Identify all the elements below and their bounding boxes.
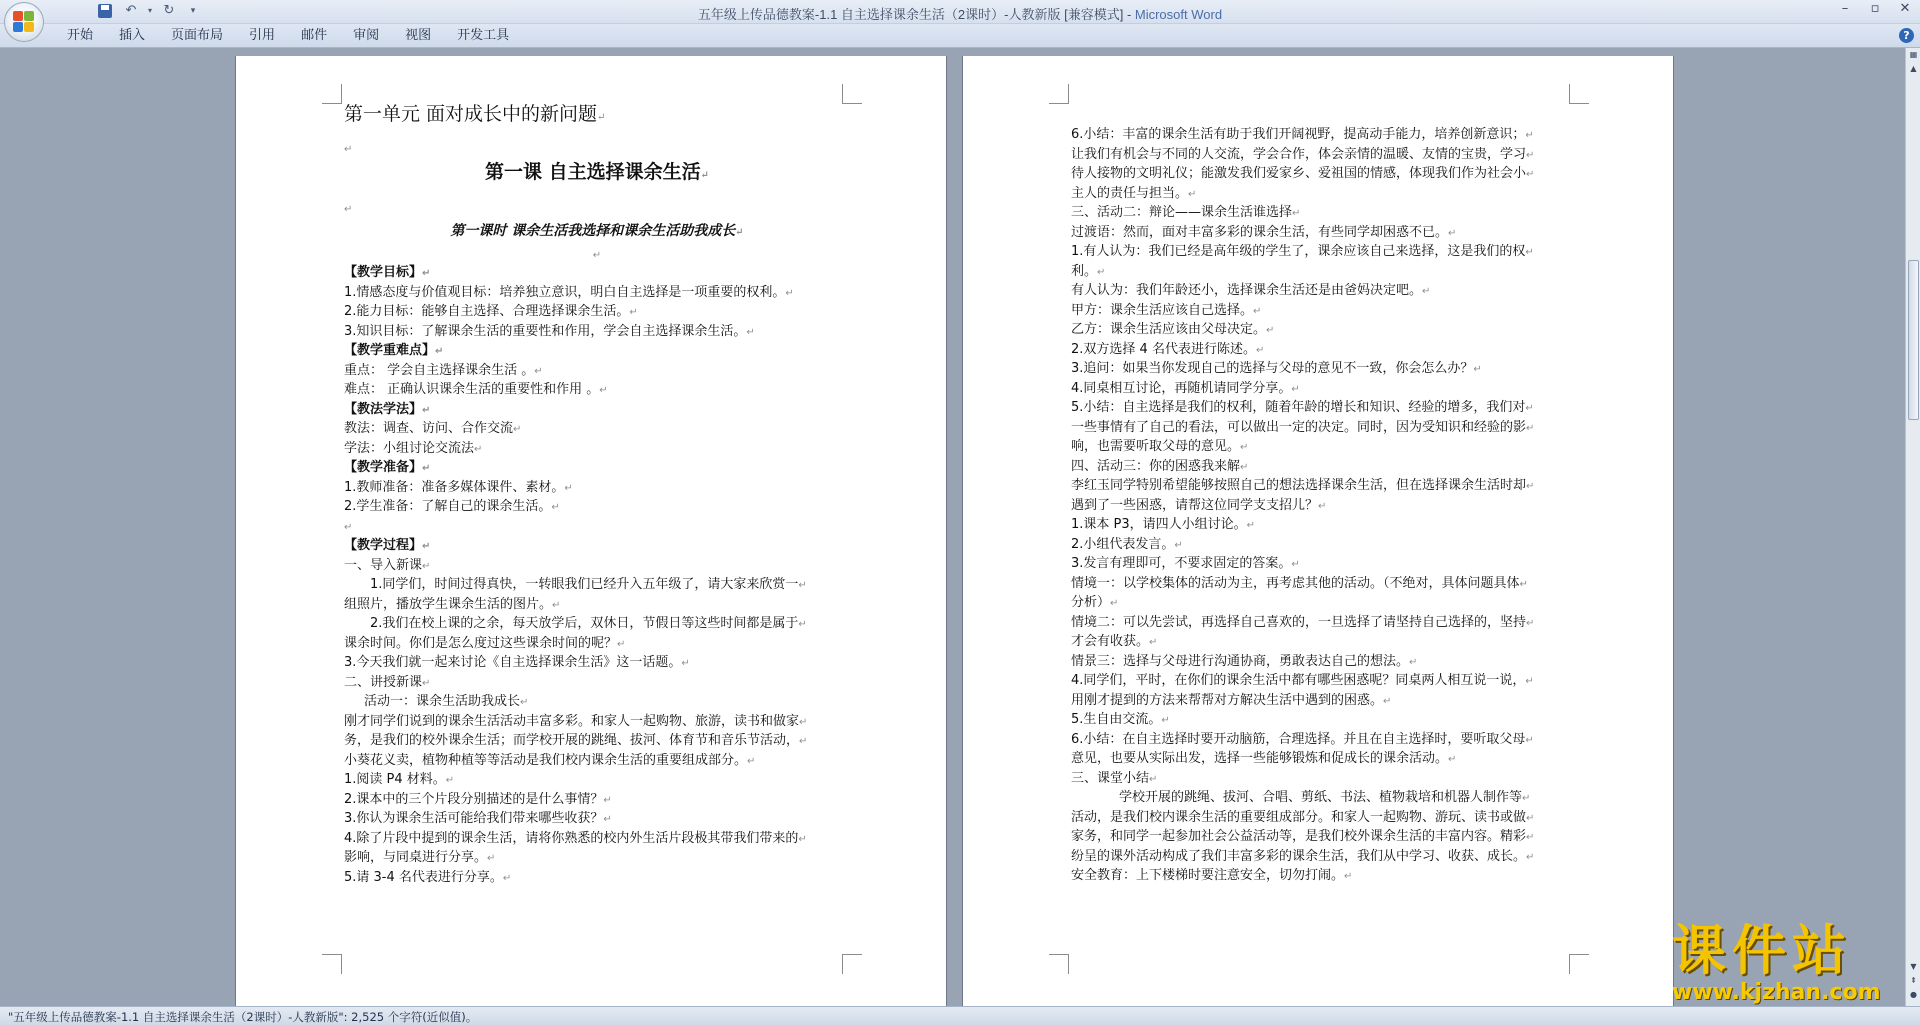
tab-view[interactable]: 视图 xyxy=(405,28,432,43)
paragraph-line: 课余时间。你们是怎么度过这些课余时间的呢？↵ xyxy=(344,635,626,651)
watermark-url: www.kjzhan.com xyxy=(1672,980,1881,1005)
paragraph-line: 情境一：以学校集体的活动为主，再考虑其他的活动。（不绝对，具体问题具体↵ xyxy=(1071,575,1528,591)
paragraph-line: 2.我们在校上课的之余，每天放学后，双休日，节假日等这些时间都是属于↵ xyxy=(370,616,807,631)
office-button[interactable] xyxy=(4,2,44,42)
paragraph-line: 5.请 3-4 名代表进行分享。↵ xyxy=(344,869,512,885)
tab-references[interactable]: 引用 xyxy=(249,28,276,43)
document-area[interactable] xyxy=(0,48,1905,1006)
paragraph-line: 一些事情有了自己的看法，可以做出一定的决定。同时，因为受知识和经验的影↵ xyxy=(1071,419,1535,435)
paragraph-line: 主人的责任与担当。↵ xyxy=(1071,185,1197,201)
paragraph-line: 情境二：可以先尝试，再选择自己喜欢的，一旦选择了请坚持自己选择的，坚持↵ xyxy=(1071,614,1535,630)
document-page-1[interactable] xyxy=(236,56,946,1006)
paragraph-line: 2.学生准备：了解自己的课余生活。↵ xyxy=(344,499,560,514)
paragraph-line: 纷呈的课外活动构成了我们丰富多彩的课余生活，我们从中学习、收获、成长。↵ xyxy=(1071,848,1535,864)
page-2-body xyxy=(1071,126,1577,887)
paragraph-line: 活动一：课余生活助我成长↵ xyxy=(364,694,529,709)
paragraph-line: 6.小结：丰富的课余生活有助于我们开阔视野，提高动手能力，培养创新意识；↵ xyxy=(1071,127,1534,142)
close-button[interactable]: ✕ xyxy=(1899,1,1911,16)
paragraph-line: 【教学目标】↵ xyxy=(344,265,431,280)
undo-dropdown-icon[interactable]: ▾ xyxy=(147,6,152,15)
paragraph-line: 重点： 学会自主选择课余生活 。↵ xyxy=(344,362,543,378)
paragraph-line: 三、活动二：辩论——课余生活谁选择↵ xyxy=(1071,205,1301,220)
window-title xyxy=(0,4,1920,23)
vertical-scrollbar[interactable] xyxy=(1905,48,1920,1006)
paragraph-line: 乙方：课余生活应该由父母决定。↵ xyxy=(1071,322,1275,337)
paragraph-line: 1.有人认为：我们已经是高年级的学生了，课余应该自己来选择，这是我们的权↵ xyxy=(1071,244,1534,259)
paragraph-line: 活动，是我们校内课余生活的重要组成部分。和家人一起购物、游玩、读书或做↵ xyxy=(1071,809,1535,825)
unit-heading: 第一单元 面对成长中的新问题↵ xyxy=(344,103,606,125)
paragraph-line: 5.生自由交流。↵ xyxy=(1071,712,1170,727)
paragraph-line: 学法：小组讨论交流法↵ xyxy=(344,440,483,456)
paragraph-line: 甲方：课余生活应该自己选择。↵ xyxy=(1071,302,1262,318)
maximize-button[interactable]: ▫ xyxy=(1870,1,1880,16)
paragraph-line: 5.小结：自主选择是我们的权利，随着年龄的增长和知识、经验的增多，我们对↵ xyxy=(1071,400,1534,415)
browse-object-icon[interactable]: ● xyxy=(1910,990,1917,999)
app-name: Microsoft Word xyxy=(1134,7,1223,22)
paragraph-line: 难点： 正确认识课余生活的重要性和作用 。↵ xyxy=(344,382,608,397)
scroll-up-icon[interactable]: ▲ xyxy=(1910,64,1917,73)
paragraph-line: 一、导入新课↵ xyxy=(344,557,431,573)
paragraph-line: 1.情感态度与价值观目标：培养独立意识，明白自主选择是一项重要的权利。↵ xyxy=(344,284,794,300)
paragraph-line: 【教法学法】↵ xyxy=(344,401,431,417)
margin-corner-mark xyxy=(1049,954,1069,974)
paragraph-line: 意见，也要从实际出发，选择一些能够锻炼和促成长的课余活动。↵ xyxy=(1071,751,1457,766)
paragraph-line: 才会有收获。↵ xyxy=(1071,634,1158,649)
paragraph-line: 2.课本中的三个片段分别描述的是什么事情？↵ xyxy=(344,791,612,807)
paragraph-line: 3.今天我们就一起来讨论《自主选择课余生活》这一话题。↵ xyxy=(344,655,690,670)
lesson-heading: 第一课 自主选择课余生活↵ xyxy=(484,161,709,183)
minimize-button[interactable]: – xyxy=(1841,1,1849,16)
margin-corner-mark xyxy=(322,954,342,974)
margin-corner-mark xyxy=(1569,954,1589,974)
paragraph-line: 3.追问：如果当你发现自己的选择与父母的意见不一致，你会怎么办？↵ xyxy=(1071,361,1482,376)
watermark-logo xyxy=(1672,919,1912,1005)
paragraph-line: 3.发言有理即可，不要求固定的答案。↵ xyxy=(1071,556,1300,571)
paragraph-line: 有人认为：我们年龄还小，选择课余生活还是由爸妈决定吧。↵ xyxy=(1071,283,1431,298)
title-bar xyxy=(0,0,1920,24)
paragraph-line: 影响，与同桌进行分享。↵ xyxy=(344,850,496,865)
paragraph-line: 1.课本 P3，请四人小组讨论。↵ xyxy=(1071,517,1256,532)
paragraph-line: 学校开展的跳绳、拔河、合唱、剪纸、书法、植物栽培和机器人制作等↵ xyxy=(1119,790,1531,805)
status-bar xyxy=(0,1006,1920,1025)
paragraph-line: 2.双方选择 4 名代表进行陈述。↵ xyxy=(1071,341,1265,357)
paragraph-line: 分析）↵ xyxy=(1071,595,1119,610)
document-page-2[interactable] xyxy=(963,56,1673,1006)
paragraph-line: ↵ xyxy=(344,521,353,533)
tab-page-layout[interactable]: 页面布局 xyxy=(171,28,224,43)
margin-corner-mark xyxy=(1049,84,1069,104)
paragraph-line: 二、讲授新课↵ xyxy=(344,674,431,690)
paragraph-line: 响，也需要听取父母的意见。↵ xyxy=(1071,439,1249,454)
paragraph-line: 李红玉同学特别希望能够按照自己的想法选择课余生活，但在选择课余生活时却↵ xyxy=(1071,478,1535,493)
tab-mailings[interactable]: 邮件 xyxy=(301,28,328,43)
page-2-content[interactable] xyxy=(1071,126,1577,887)
tab-review[interactable]: 审阅 xyxy=(353,28,380,43)
page-1-body xyxy=(344,264,850,888)
paragraph-line: 遇到了一些困惑，请帮这位同学支支招儿？↵ xyxy=(1071,497,1327,513)
paragraph-line: 利。↵ xyxy=(1071,263,1106,279)
word-count-status[interactable]: "五年级上传品德教案-1.1 自主选择课余生活（2课时）-人教新版": 2,525 个字符(近似值)。 xyxy=(8,1010,478,1024)
paragraph-line: 情景三：选择与父母进行沟通协商，勇敢表达自己的想法。↵ xyxy=(1071,653,1418,669)
tab-home[interactable]: 开始 xyxy=(67,28,94,43)
paragraph-line: 【教学准备】↵ xyxy=(344,460,431,475)
help-icon[interactable]: ? xyxy=(1899,28,1914,43)
ribbon-tab-bar xyxy=(0,24,1920,48)
tab-insert[interactable]: 插入 xyxy=(119,28,146,43)
paragraph-line: 让我们有机会与不同的人交流，学会合作，体会亲情的温暖、友情的宝贵，学习↵ xyxy=(1071,146,1535,162)
scrollbar-thumb[interactable] xyxy=(1908,260,1919,420)
ruler-toggle-icon[interactable]: ▦ xyxy=(1909,50,1918,59)
paragraph-line: 3.你认为课余生活可能给我们带来哪些收获？↵ xyxy=(344,811,612,826)
previous-page-icon[interactable]: ⇞ xyxy=(1910,976,1917,985)
paragraph-line: 家务，和同学一起参加社会公益活动等，是我们校外课余生活的丰富内容。精彩↵ xyxy=(1071,829,1535,844)
margin-corner-mark xyxy=(322,84,342,104)
paragraph-line: 2.小组代表发言。↵ xyxy=(1071,536,1183,552)
paragraph-line: 4.除了片段中提到的课余生活，请将你熟悉的校内外生活片段极其带我们带来的↵ xyxy=(344,830,807,846)
redo-icon[interactable]: ↻ xyxy=(163,3,175,18)
scroll-down-icon[interactable]: ▼ xyxy=(1910,962,1917,971)
paragraph-line: 2.能力目标：能够自主选择、合理选择课余生活。↵ xyxy=(344,304,638,319)
paragraph-line: 过渡语：然而，面对丰富多彩的课余生活，有些同学却困惑不已。↵ xyxy=(1071,224,1457,240)
paragraph-line: 用刚才提到的方法来帮帮对方解决生活中遇到的困惑。↵ xyxy=(1071,692,1392,708)
paragraph-line: 小葵花义卖，植物种植等等活动是我们校内课余生活的重要组成部分。↵ xyxy=(344,752,756,768)
ribbon-tabs xyxy=(54,28,522,44)
paragraph-line: 安全教育：上下楼梯时要注意安全，切勿打闹。↵ xyxy=(1071,868,1353,883)
document-title: 五年级上传品德教案-1.1 自主选择课余生活（2课时）-人教新版 [兼容模式] - xyxy=(697,7,1135,22)
tab-developer[interactable]: 开发工具 xyxy=(457,28,510,43)
margin-corner-mark xyxy=(842,954,862,974)
customize-qat-icon[interactable]: ▾ xyxy=(190,5,196,16)
watermark-main-text: 课件站 xyxy=(1672,919,1852,982)
paragraph-line: 6.小结：在自主选择时要开动脑筋，合理选择。并且在自主选择时，要听取父母↵ xyxy=(1071,731,1534,747)
margin-corner-mark xyxy=(1569,84,1589,104)
paragraph-line: 务，是我们的校外课余生活；而学校开展的跳绳、拔河、体育节和音乐节活动，↵ xyxy=(344,733,808,748)
paragraph-line: 4.同学们，平时，在你们的课余生活中都有哪些困惑呢？同桌两人相互说一说，↵ xyxy=(1071,673,1534,688)
page-1-content[interactable]: 第一单元 面对成长中的新问题↵ ↵ 第一课 自主选择课余生活↵ ↵ 第一课时 课余生活我选择和课余生活助我成长↵ ↵ 【教学目标】↵ 1.情感态度与价值观目标：培养独立意识，明白自主选择是一项重要的权利。↵ 2.能力目标：能够自主选择、合理选择课余生活。↵ 3.知识目标：了解课余生活的重要性和作用，学会自主选择课余生活。↵ 【教学重难点】↵ 重点： 学会自主选择课余生活 。↵ 难点： 正确认识课余生活的重要性和作用 。↵ 【教法学法】↵ 教法：调查、访问、合作交流↵ 学法：小组讨论交流法↵ 【教学准备】↵ 1.教师准备：准备多媒体课件、素材。↵ 2.学生准备：了解自己的课余生活。↵ ↵ 【教学过程】↵ 一、导入新课↵ 1.同学们，时间过得真快，一转眼我们已经升入五年级了，请大家来欣赏一↵ 组照片，播放学生课余生活的图片。↵ 2.我们在校上课的之余，每天放学后，双休日，节假日等这些时间都是属于↵ 课余时间。你们是怎么度过这些课余时间的呢？↵ 3.今天我们就一起来讨论《自主选择课余生活》这一话题。↵ 二、讲授新课↵ 活动一：课余生活助我成长↵ 刚才同学们说到的课余生活活动丰富多彩。和家人一起购物、旅游，读书和做家↵ 务，是我们的校外课余生活；而学校开展的跳绳、拔河、体育节和音乐节活动，↵ 小葵花义卖，植物种植等等活动是我们校内课余生活的重要组成部分。↵ 1.阅读 P4 材料。↵ 2.课本中的三个片段分别描述的是什么事情？↵ 3.你认为课余生活可能给我们带来哪些收获？↵ 4.除了片段中提到的课余生活，请将你熟悉的校内外生活片段极其带我们带来的↵ 影响，与同桌进行分享。↵ 5.请 3-4 名代表进行分享。↵ xyxy=(344,100,850,888)
paragraph-line: 待人接物的文明礼仪；能激发我们爱家乡、爱祖国的情感，体现我们作为社会小↵ xyxy=(1071,166,1535,181)
paragraph-line: 4.同桌相互讨论，再随机请同学分享。↵ xyxy=(1071,380,1300,396)
paragraph-line: 组照片，播放学生课余生活的图片。↵ xyxy=(344,596,561,612)
paragraph-line: 刚才同学们说到的课余生活活动丰富多彩。和家人一起购物、旅游，读书和做家↵ xyxy=(344,713,808,729)
paragraph-line: 四、活动三：你的困惑我来解↵ xyxy=(1071,458,1249,474)
paragraph-line: 1.教师准备：准备多媒体课件、素材。↵ xyxy=(344,479,573,495)
paragraph-line: 1.同学们，时间过得真快，一转眼我们已经升入五年级了，请大家来欣赏一↵ xyxy=(370,577,807,592)
paragraph-line: 【教学重难点】↵ xyxy=(344,343,444,358)
paragraph-line: 教法：调查、访问、合作交流↵ xyxy=(344,421,522,436)
paragraph-line: 三、课堂小结↵ xyxy=(1071,770,1158,786)
window-controls xyxy=(1830,0,1920,20)
undo-icon[interactable]: ↶ xyxy=(125,3,137,18)
office-logo-icon xyxy=(13,11,35,33)
paragraph-line: 【教学过程】↵ xyxy=(344,538,431,553)
period-heading: 第一课时 课余生活我选择和课余生活助我成长↵ xyxy=(450,223,744,239)
paragraph-line: 1.阅读 P4 材料。↵ xyxy=(344,772,455,787)
paragraph-line: 3.知识目标：了解课余生活的重要性和作用，学会自主选择课余生活。↵ xyxy=(344,323,755,339)
